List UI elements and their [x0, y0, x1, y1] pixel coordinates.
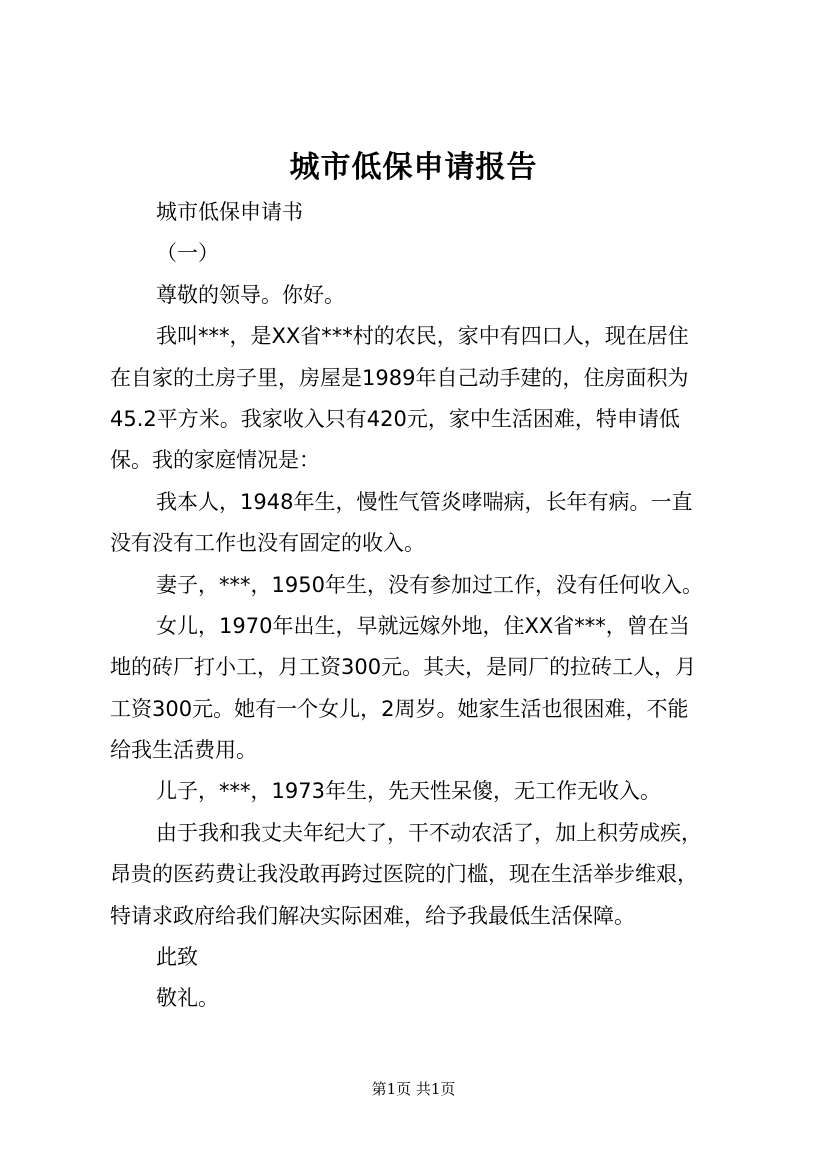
paragraph-line: 工资300元。她有一个女儿，2周岁。她家生活也很困难，不能 [110, 696, 689, 721]
document-title: 城市低保申请报告 [289, 150, 538, 185]
closing-line: 此致 [156, 945, 198, 970]
subtitle-line: 城市低保申请书 [156, 200, 303, 224]
closing-line: 敬礼。 [156, 986, 219, 1011]
paragraph-line: 在自家的土房子里，房屋是1989年自己动手建的，住房面积为 [110, 365, 689, 390]
paragraph-line: 我叫***，是XX省***村的农民，家中有四口人，现在居住 [156, 324, 689, 349]
document-body [110, 192, 730, 1020]
section-number-line: （一） [156, 241, 219, 266]
paragraph-line: 由于我和我丈夫年纪大了，干不动农活了，加上积劳成疾， [156, 820, 702, 845]
page-footer: 第1页 共1页 [371, 1080, 456, 1098]
paragraph-line: 儿子，***，1973年生，先天性呆傻，无工作无收入。 [156, 779, 661, 804]
paragraph-line: 特请求政府给我们解决实际困难，给予我最低生活保障。 [110, 903, 635, 928]
salutation-line: 尊敬的领导。你好。 [156, 282, 345, 307]
paragraph-line: 45.2平方米。我家收入只有420元，家中生活困难，特申请低 [110, 406, 680, 431]
paragraph-line: 没有没有工作也没有固定的收入。 [110, 531, 425, 556]
paragraph-line: 地的砖厂打小工，月工资300元。其夫，是同厂的拉砖工人，月 [110, 655, 697, 680]
paragraph-line: 给我生活费用。 [110, 738, 257, 763]
paragraph-line: 保。我的家庭情况是： [110, 448, 320, 473]
paragraph-line: 昂贵的医药费让我没敢再跨过医院的门槛，现在生活举步维艰， [110, 862, 698, 887]
paragraph-line: 我本人，1948年生，慢性气管炎哮喘病，长年有病。一直 [156, 489, 693, 514]
paragraph-line: 妻子，***，1950年生，没有参加过工作，没有任何收入。 [156, 572, 703, 597]
paragraph-line: 女儿，1970年出生，早就远嫁外地，住XX省***，曾在当 [156, 613, 690, 638]
